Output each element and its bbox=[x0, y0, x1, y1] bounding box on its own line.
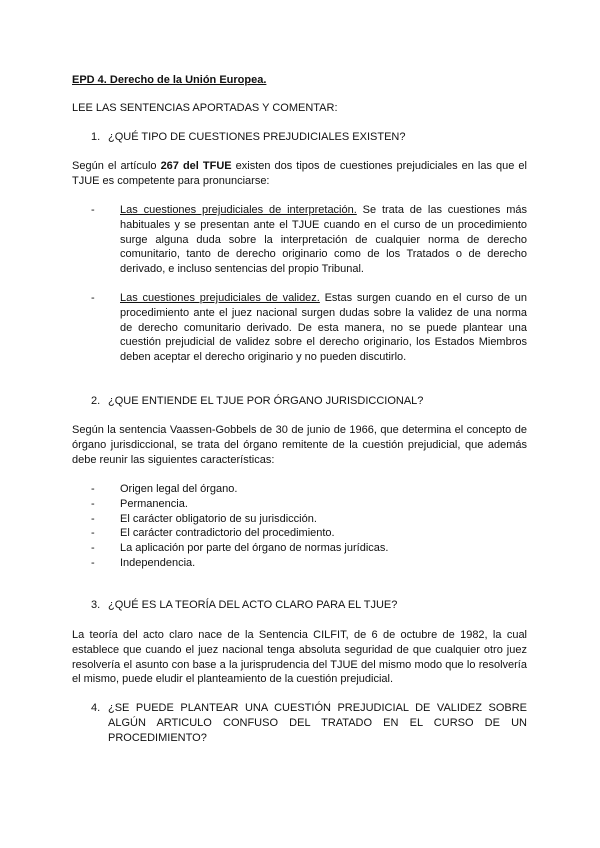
question-text: ¿QUÉ ES LA TEORÍA DEL ACTO CLARO PARA EL TJUE? bbox=[108, 599, 398, 611]
list-item bbox=[91, 482, 527, 497]
paragraph-2: Según la sentencia Vaassen-Gobbels de 30 de junio de 1966, que determina el concepto de órgano jurisdiccional, se trata del órgano remitente de la cuestión prejudicial, que además debe reunir las siguientes características: bbox=[72, 424, 527, 466]
text: existen dos tipos de cuestiones prejudiciales en las que el TJUE es competente para pronunciarse: bbox=[72, 160, 527, 187]
dash: - bbox=[91, 512, 95, 525]
bullet-text bbox=[120, 291, 527, 365]
characteristics-list bbox=[91, 482, 527, 571]
item-text: Origen legal del órgano. bbox=[120, 483, 238, 495]
dash: - bbox=[91, 556, 95, 569]
bullet-interpretacion bbox=[91, 203, 527, 277]
list-item bbox=[91, 512, 527, 527]
paragraph-3: La teoría del acto claro nace de la Sentencia CILFIT, de 6 de octubre de 1982, la cual establece que cuando el juez nacional tenga absoluta seguridad de que cualquier otro juez resolvería el asunto con base a la jurisprudencia del TJUE del mismo modo que lo resolvería el mismo, puede eludir el planteamiento de la cuestión prejudicial. bbox=[72, 629, 527, 686]
dash: - bbox=[91, 292, 95, 304]
question-2 bbox=[91, 394, 527, 409]
item-text: Independencia. bbox=[120, 556, 196, 569]
bullet-validez bbox=[91, 291, 527, 365]
question-text: ¿QUÉ TIPO DE CUESTIONES PREJUDICIALES EXISTEN? bbox=[108, 131, 406, 143]
item-text: El carácter contradictorio del procedimiento. bbox=[120, 527, 335, 540]
list-item bbox=[91, 556, 527, 571]
list-item bbox=[91, 541, 527, 556]
question-text: ¿QUE ENTIENDE EL TJUE POR ÓRGANO JURISDICCIONAL? bbox=[108, 395, 424, 407]
question-3 bbox=[91, 598, 527, 613]
text: Según el artículo bbox=[72, 160, 161, 172]
text: Estas surgen cuando en el curso de un procedimiento ante el juez nacional surgen dudas sobre la validez de una norma de derecho comunitario derivado. De esta manera, no se puede plantear una cuestión prejudicial de validez sobre el derecho originario, los Estados Miembros deben aceptar el derecho originario y no pueden discutirlo. bbox=[120, 292, 527, 364]
question-number: 4. bbox=[91, 702, 101, 714]
text: Se trata de las cuestiones más habituales y se presentan ante el TJUE cuando en el curso de un procedimiento surge alguna duda sobre la interpretación de cualquier norma de derecho comunitario, tanto de derecho originario como de los Tratados o de derecho derivado, e incluso sentencias del propio Tribunal. bbox=[120, 204, 527, 276]
bullet-text bbox=[120, 203, 527, 277]
item-text: La aplicación por parte del órgano de normas jurídicas. bbox=[120, 542, 389, 555]
paragraph-1 bbox=[72, 159, 527, 189]
question-number: 2. bbox=[91, 395, 101, 407]
dash: - bbox=[91, 483, 95, 495]
question-text: ¿SE PUEDE PLANTEAR UNA CUESTIÓN PREJUDICIAL DE VALIDEZ SOBRE ALGÚN ARTICULO CONFUSO DEL TRATADO EN EL CURSO DE UN PROCEDIMIENTO? bbox=[108, 702, 527, 744]
question-number: 1. bbox=[91, 131, 101, 143]
list-item bbox=[91, 497, 527, 512]
question-number: 3. bbox=[91, 599, 101, 611]
document-title: EPD 4. Derecho de la Unión Europea. bbox=[72, 74, 267, 86]
list-item bbox=[91, 526, 527, 541]
question-1 bbox=[91, 130, 527, 145]
dash: - bbox=[91, 204, 95, 216]
question-4 bbox=[91, 701, 527, 745]
item-text: Permanencia. bbox=[120, 497, 188, 510]
underlined-label: Las cuestiones prejudiciales de interpretación. bbox=[120, 204, 357, 216]
bold-text: 267 del TFUE bbox=[160, 160, 232, 172]
dash: - bbox=[91, 542, 95, 555]
dash: - bbox=[91, 497, 95, 510]
dash: - bbox=[91, 527, 95, 540]
underlined-label: Las cuestiones prejudiciales de validez. bbox=[120, 292, 320, 304]
item-text: El carácter obligatorio de su jurisdicción. bbox=[120, 512, 317, 525]
instruction: LEE LAS SENTENCIAS APORTADAS Y COMENTAR: bbox=[72, 102, 338, 114]
